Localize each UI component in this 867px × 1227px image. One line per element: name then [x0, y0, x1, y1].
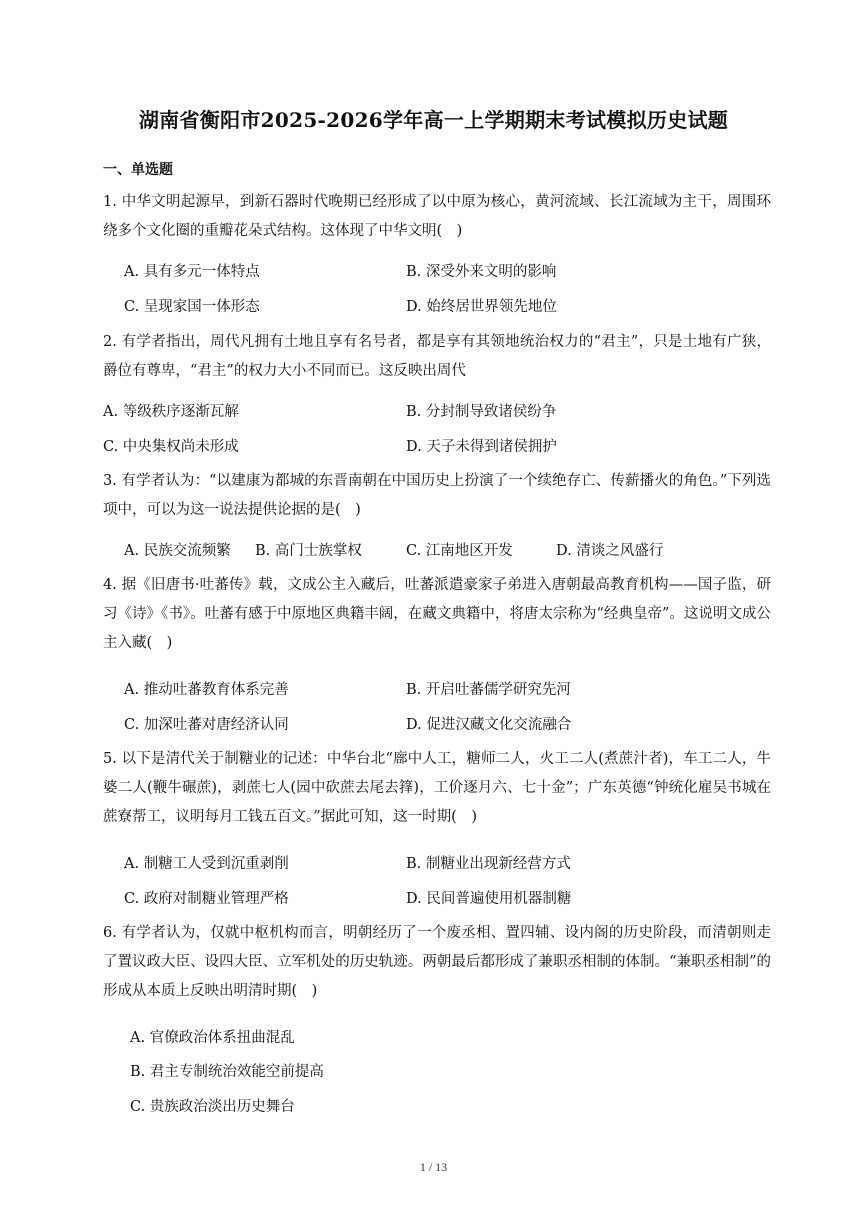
question-3-option-a: A. 民族交流频繁: [124, 543, 231, 559]
question-3-option-b: B. 高门士族掌权: [255, 543, 362, 559]
question-4-stem: 4. 据《旧唐书·吐蕃传》载，文成公主入藏后，吐蕃派遣豪家子弟进入唐朝最高教育机构——国子监，研习《诗》《书》。吐蕃有感于中原地区典籍丰阔，在藏文典籍中，将唐太宗称为“经典皇帝”。这说明文成公主入藏( ): [103, 577, 771, 651]
question-5-stem: 5. 以下是清代关于制糖业的记述：中华台北“廍中人工，糖师二人，火工二人(煮蔗汁者)，车工二人，牛婆二人(鞭牛碾蔗)，剥蔗七人(园中砍蔗去尾去箨)，工价逐月六、七十金”；广东英德“钟统化雇吴书城在蔗寮帮工，议明每月工钱五百文。”据此可知，这一时期( ): [103, 751, 771, 825]
question-2-option-d: D. 天子未得到诸侯拥护: [406, 439, 557, 455]
question-5-option-c: C. 政府对制糖业管理严格: [124, 891, 289, 907]
question-1-option-a: A. 具有多元一体特点: [124, 264, 260, 280]
question-1-option-b: B. 深受外来文明的影响: [406, 264, 557, 280]
question-4-option-b: B. 开启吐蕃儒学研究先河: [406, 682, 571, 698]
question-4-option-d: D. 促进汉藏文化交流融合: [406, 717, 572, 733]
question-5-option-d: D. 民间普遍使用机器制糖: [406, 891, 572, 907]
question-1-option-c: C. 呈现家国一体形态: [124, 299, 260, 315]
question-6-option-a: A. 官僚政治体系扭曲混乱: [130, 1030, 295, 1046]
question-5-option-a: A. 制糖工人受到沉重剥削: [124, 856, 289, 872]
question-2-stem: 2. 有学者指出，周代凡拥有土地且享有名号者，都是享有其领地统治权力的“君主”，只是土地有广狭，爵位有尊卑，“君主”的权力大小不同而已。这反映出周代: [103, 334, 771, 379]
exam-title: 湖南省衡阳市2025-2026学年高一上学期期末考试模拟历史试题: [138, 108, 729, 132]
question-6-option-b: B. 君主专制统治效能空前提高: [130, 1064, 324, 1080]
question-2-option-b: B. 分封制导致诸侯纷争: [406, 404, 557, 420]
question-2-option-c: C. 中央集权尚未形成: [103, 439, 239, 455]
page-number: 1 / 13: [419, 1160, 448, 1174]
question-6-option-c: C. 贵族政治淡出历史舞台: [130, 1099, 295, 1115]
question-4-option-c: C. 加深吐蕃对唐经济认同: [124, 717, 289, 733]
question-1-stem: 1. 中华文明起源早，到新石器时代晚期已经形成了以中原为核心，黄河流域、长江流域为主干，周围环绕多个文化圈的重瓣花朵式结构。这体现了中华文明( ): [103, 194, 771, 239]
question-1-option-d: D. 始终居世界领先地位: [406, 299, 557, 315]
question-3-option-c: C. 江南地区开发: [406, 543, 513, 559]
question-2-option-a: A. 等级秩序逐渐瓦解: [103, 404, 239, 420]
question-3-stem: 3. 有学者认为：“以建康为都城的东晋南朝在中国历史上扮演了一个续绝存亡、传薪播火的角色。”下列选项中，可以为这一说法提供论据的是( ): [103, 473, 771, 518]
question-6-stem: 6. 有学者认为，仅就中枢机构而言，明朝经历了一个废丞相、置四辅、设内阁的历史阶段，而清朝则走了置议政大臣、设四大臣、立军机处的历史轨迹。两朝最后都形成了兼职丞相制的体制。“兼职丞相制”的形成从本质上反映出明清时期( ): [103, 925, 771, 999]
question-5-option-b: B. 制糖业出现新经营方式: [406, 856, 571, 872]
question-4-option-a: A. 推动吐蕃教育体系完善: [124, 682, 289, 698]
question-3-option-d: D. 清谈之风盛行: [556, 543, 664, 559]
section-heading: 一、单选题: [103, 162, 173, 178]
